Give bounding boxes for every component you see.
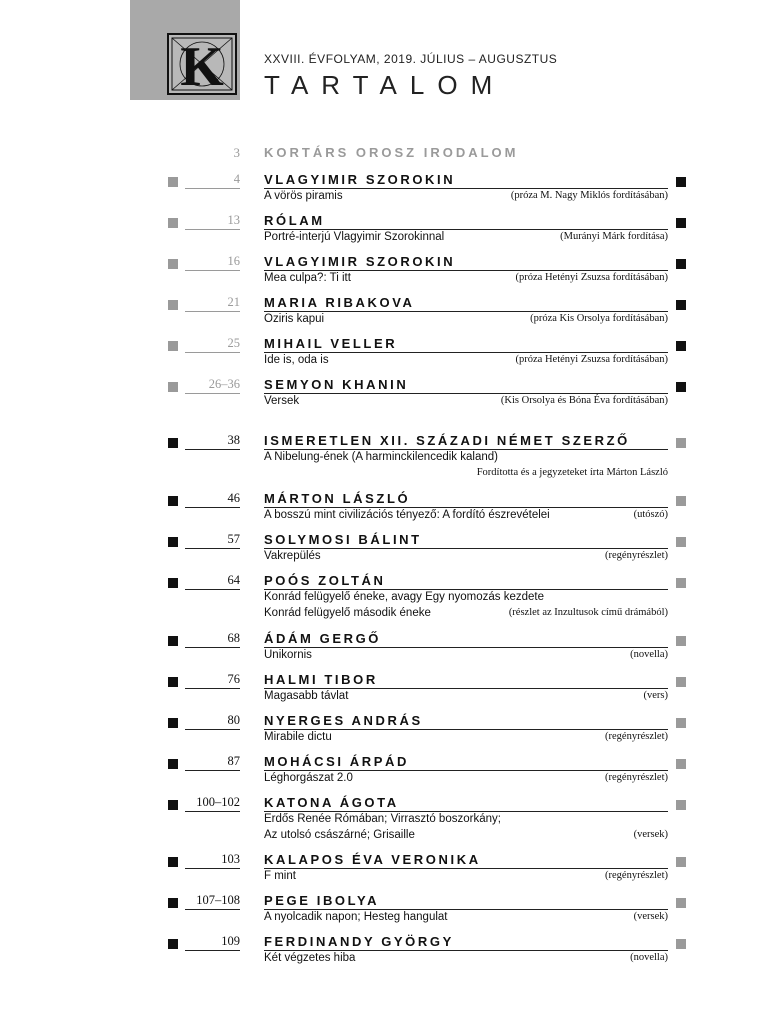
page-number: 13 [185, 213, 240, 230]
left-marker-square-icon [168, 759, 178, 769]
entry-note: (novella) [630, 952, 668, 963]
volume-line: XXVIII. ÉVFOLYAM, 2019. JÚLIUS – AUGUSZTUS [264, 52, 558, 66]
entry-note: (versek) [633, 911, 668, 922]
right-marker-square-icon [676, 537, 686, 547]
entry-note: (regényrészlet) [605, 870, 668, 881]
entry-titles [264, 950, 668, 966]
entry-title: Unikornis [264, 649, 312, 661]
right-marker-square-icon [676, 898, 686, 908]
entry-note: (Murányi Márk fordítása) [560, 231, 668, 242]
page-title: TARTALOM [264, 70, 506, 100]
entry-author: KATONA ÁGOTA [264, 795, 668, 812]
entry-title: A Nibelung-ének (A harminckilencedik kaland) [264, 451, 498, 463]
entry-note: Fordította és a jegyzeteket írta Márton László [476, 467, 668, 478]
left-marker-square-icon [168, 218, 178, 228]
entry-title: Két végzetes hiba [264, 952, 356, 964]
left-marker-square-icon [168, 382, 178, 392]
right-marker-square-icon [676, 578, 686, 588]
page-number: 109 [185, 934, 240, 951]
entry-note: (próza Hetényi Zsuzsa fordításában) [515, 272, 668, 283]
page-number: 68 [185, 631, 240, 648]
section-title: KORTÁRS OROSZ IRODALOM [264, 145, 519, 160]
entry-note: (próza M. Nagy Miklós fordításában) [510, 190, 668, 201]
entry-title: Erdős Renée Rómában; Virrasztó boszorkány; [264, 813, 501, 825]
left-marker-square-icon [168, 177, 178, 187]
page-number: 100–102 [185, 795, 240, 812]
entry-title: F mint [264, 870, 296, 882]
entry-title: Konrád felügyelő éneke, avagy Egy nyomozás kezdete [264, 591, 545, 603]
entry-title: Ide is, oda is [264, 354, 329, 366]
left-marker-square-icon [168, 259, 178, 269]
entry-note: (versek) [633, 829, 668, 840]
page-number: 46 [185, 491, 240, 508]
right-marker-square-icon [676, 341, 686, 351]
left-marker-square-icon [168, 496, 178, 506]
right-marker-square-icon [676, 259, 686, 269]
right-marker-square-icon [676, 718, 686, 728]
entry-note: (regényrészlet) [605, 550, 668, 561]
entry-author: SEMYON KHANIN [264, 377, 668, 394]
entry-title: A bosszú mint civilizációs tényező: A fordító észrevételei [264, 509, 550, 521]
right-marker-square-icon [676, 218, 686, 228]
left-marker-square-icon [168, 537, 178, 547]
left-marker-square-icon [168, 341, 178, 351]
journal-logo-icon [167, 33, 237, 95]
entry-title: Az utolsó császárné; Grisaille [264, 829, 415, 841]
right-marker-square-icon [676, 496, 686, 506]
page-number: 16 [185, 254, 240, 271]
left-marker-square-icon [168, 438, 178, 448]
entry-title: Konrád felügyelő második éneke [264, 607, 431, 619]
entry-titles [264, 811, 668, 843]
right-marker-square-icon [676, 438, 686, 448]
entry-author: NYERGES ANDRÁS [264, 713, 668, 730]
entry-titles [264, 688, 668, 704]
entry-author: ÁDÁM GERGŐ [264, 631, 668, 648]
entry-titles [264, 909, 668, 925]
page-number: 4 [185, 172, 240, 189]
entry-note: (novella) [630, 649, 668, 660]
entry-title: Versek [264, 395, 300, 407]
entry-author: MOHÁCSI ÁRPÁD [264, 754, 668, 771]
entry-author: FERDINANDY GYÖRGY [264, 934, 668, 951]
svg-text:K: K [180, 36, 224, 95]
entry-title: Mirabile dictu [264, 731, 332, 743]
entry-title: Magasabb távlat [264, 690, 349, 702]
entry-note: (Kis Orsolya és Bóna Éva fordításában) [500, 395, 668, 406]
left-marker-square-icon [168, 800, 178, 810]
page-number: 107–108 [185, 893, 240, 910]
entry-note: (próza Hetényi Zsuzsa fordításában) [515, 354, 668, 365]
page-number: 21 [185, 295, 240, 312]
left-marker-square-icon [168, 898, 178, 908]
page-number: 25 [185, 336, 240, 353]
left-marker-square-icon [168, 636, 178, 646]
entry-title: Vakrepülés [264, 550, 321, 562]
page-number: 57 [185, 532, 240, 549]
entry-titles [264, 647, 668, 663]
entry-note: (regényrészlet) [605, 731, 668, 742]
entry-note: (regényrészlet) [605, 772, 668, 783]
entry-author: MARIA RIBAKOVA [264, 295, 668, 312]
entry-author: POÓS ZOLTÁN [264, 573, 668, 590]
entry-note: (részlet az Inzultusok című drámából) [508, 607, 668, 618]
right-marker-square-icon [676, 300, 686, 310]
entry-titles [264, 449, 668, 465]
left-marker-square-icon [168, 677, 178, 687]
entry-title: A nyolcadik napon; Hesteg hangulat [264, 911, 448, 923]
entry-note: (próza Kis Orsolya fordításában) [530, 313, 668, 324]
entry-title: Mea culpa?: Ti itt [264, 272, 351, 284]
entry-author: HALMI TIBOR [264, 672, 668, 689]
right-marker-square-icon [676, 857, 686, 867]
left-marker-square-icon [168, 718, 178, 728]
left-marker-square-icon [168, 578, 178, 588]
right-marker-square-icon [676, 177, 686, 187]
entry-author: PEGE IBOLYA [264, 893, 668, 910]
page-number: 103 [185, 852, 240, 869]
entry-author: ISMERETLEN XII. SZÁZADI NÉMET SZERZŐ [264, 433, 668, 450]
right-marker-square-icon [676, 939, 686, 949]
entry-title: A vörös piramis [264, 190, 343, 202]
page-number: 38 [185, 433, 240, 450]
right-marker-square-icon [676, 759, 686, 769]
entry-author: MIHAIL VELLER [264, 336, 668, 353]
entry-author: VLAGYIMIR SZOROKIN [264, 172, 668, 189]
entry-author: MÁRTON LÁSZLÓ [264, 491, 668, 508]
page-number: 87 [185, 754, 240, 771]
entry-title: Oziris kapui [264, 313, 325, 325]
page-number: 64 [185, 573, 240, 590]
right-marker-square-icon [676, 382, 686, 392]
entry-title: Léghorgászat 2.0 [264, 772, 353, 784]
page-number: 80 [185, 713, 240, 730]
entry-author: VLAGYIMIR SZOROKIN [264, 254, 668, 271]
entry-title: Portré-interjú Vlagyimir Szorokinnal [264, 231, 445, 243]
entry-note: (utószó) [633, 509, 668, 520]
section-page-number: 3 [233, 145, 240, 160]
entry-author: RÓLAM [264, 213, 668, 230]
entry-author: SOLYMOSI BÁLINT [264, 532, 668, 549]
entry-author: KALAPOS ÉVA VERONIKA [264, 852, 668, 869]
left-marker-square-icon [168, 300, 178, 310]
left-marker-square-icon [168, 857, 178, 867]
right-marker-square-icon [676, 677, 686, 687]
right-marker-square-icon [676, 636, 686, 646]
page-number: 76 [185, 672, 240, 689]
right-marker-square-icon [676, 800, 686, 810]
page-number: 26–36 [185, 377, 240, 394]
entry-titles [264, 507, 668, 523]
entry-note: (vers) [643, 690, 668, 701]
left-marker-square-icon [168, 939, 178, 949]
